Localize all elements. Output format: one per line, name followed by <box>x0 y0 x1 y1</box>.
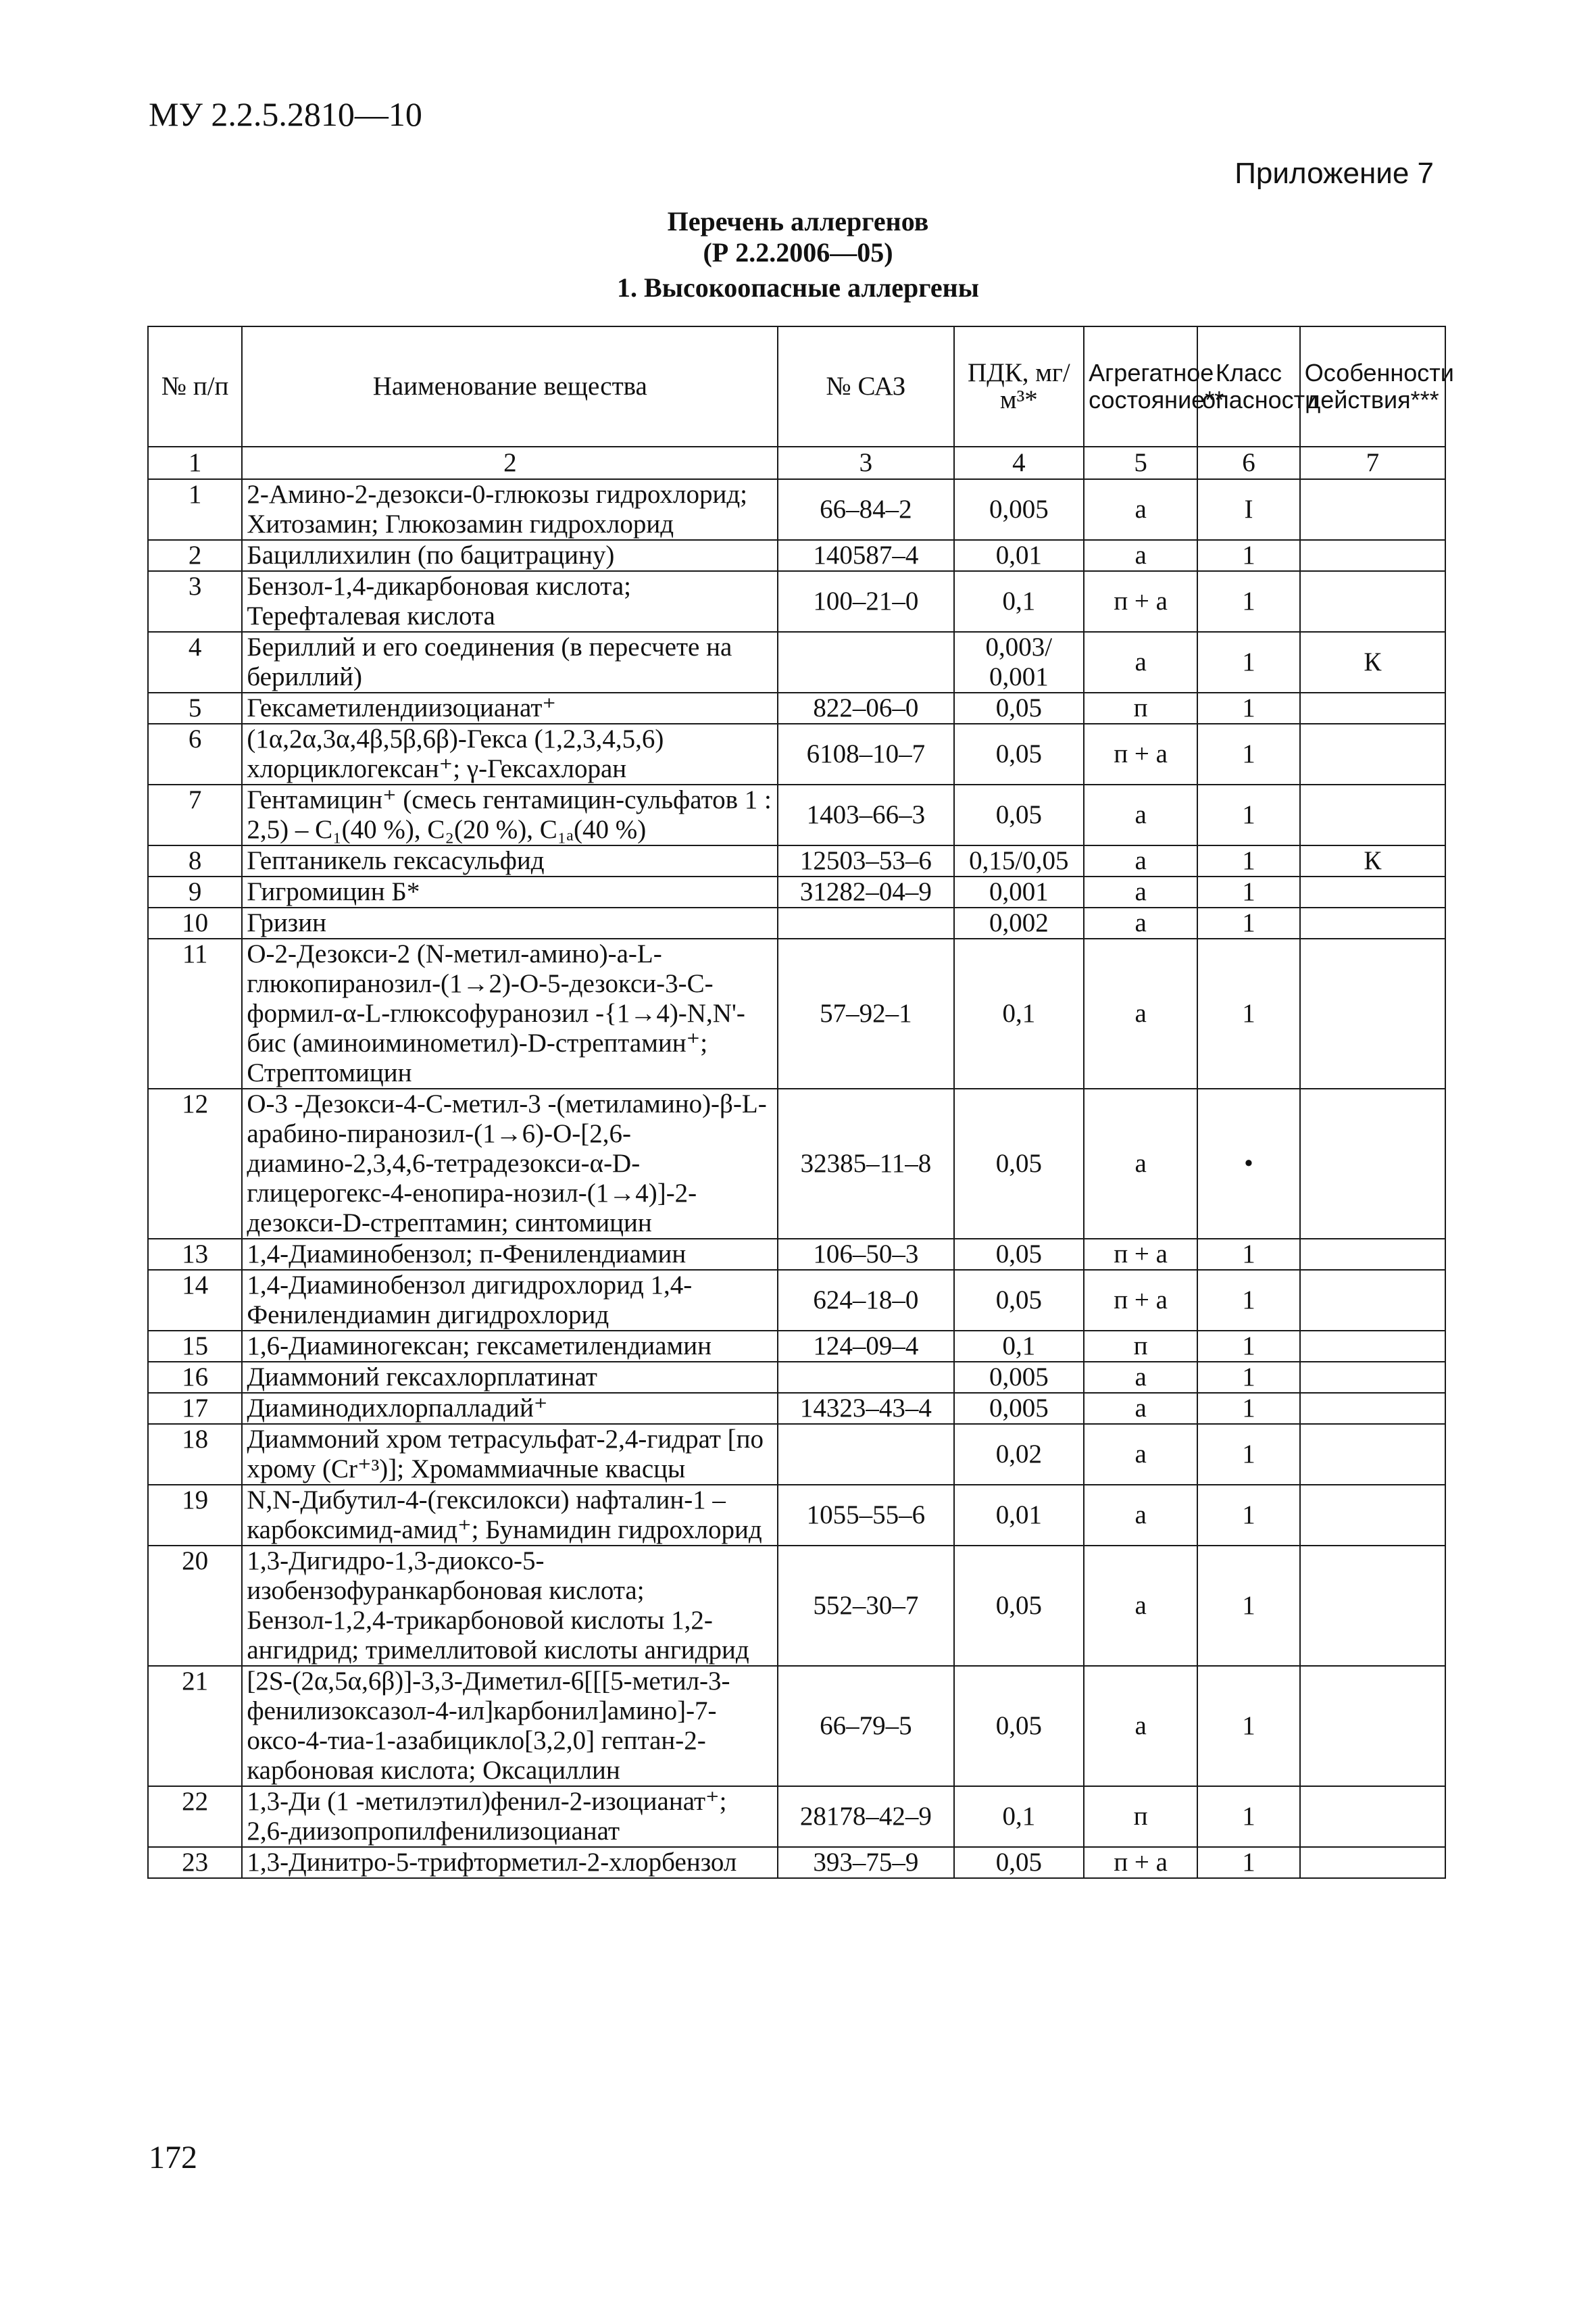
cas-number: 6108–10–7 <box>778 724 953 785</box>
substance-name: 1,3-Дигидро-1,3-диоксо-5-изобензофуранкарбоновая кислота; Бензол-1,2,4-трикарбоновой кислоты 1,2-ангидрид; тримеллитовой кислоты ангидрид <box>242 1546 778 1666</box>
action-features <box>1300 939 1445 1089</box>
action-features <box>1300 571 1445 632</box>
table-row <box>148 479 1445 540</box>
cas-number: 552–30–7 <box>778 1546 953 1666</box>
col-header-class: Класс опасности <box>1197 326 1300 447</box>
row-number: 7 <box>148 785 242 845</box>
pdk-value: 0,05 <box>954 1666 1084 1786</box>
substance-name: Бериллий и его соединения (в пересчете на бериллий) <box>242 632 778 693</box>
aggregate-state: а <box>1084 1485 1197 1546</box>
pdk-value: 0,005 <box>954 1393 1084 1424</box>
row-number: 21 <box>148 1666 242 1786</box>
row-number: 19 <box>148 1485 242 1546</box>
cas-number <box>778 632 953 693</box>
table-row <box>148 1270 1445 1331</box>
col-header-cas: № САЗ <box>778 326 953 447</box>
cas-number <box>778 1424 953 1485</box>
column-number-row <box>148 447 1445 479</box>
action-features <box>1300 1424 1445 1485</box>
aggregate-state: а <box>1084 1546 1197 1666</box>
pdk-value: 0,05 <box>954 724 1084 785</box>
table-row <box>148 693 1445 724</box>
column-number: 6 <box>1197 447 1300 479</box>
pdk-value: 0,05 <box>954 1089 1084 1239</box>
pdk-value: 0,1 <box>954 1786 1084 1847</box>
substance-name: 1,4-Диаминобензол дигидрохлорид 1,4-Фенилендиамин дигидрохлорид <box>242 1270 778 1331</box>
pdk-value: 0,15/0,05 <box>954 845 1084 877</box>
substance-name: Диаммоний хром тетрасульфат-2,4-гидрат [по хрому (Cr⁺³)]; Хромаммиачные квасцы <box>242 1424 778 1485</box>
aggregate-state: а <box>1084 632 1197 693</box>
hazard-class: 1 <box>1197 693 1300 724</box>
cas-number: 28178–42–9 <box>778 1786 953 1847</box>
hazard-class: 1 <box>1197 1786 1300 1847</box>
page-number: 172 <box>149 2140 197 2175</box>
substance-name: Гризин <box>242 908 778 939</box>
row-number: 3 <box>148 571 242 632</box>
hazard-class: 1 <box>1197 1666 1300 1786</box>
col-header-features: Особенности действия*** <box>1300 326 1445 447</box>
hazard-class: 1 <box>1197 1331 1300 1362</box>
row-number: 4 <box>148 632 242 693</box>
pdk-value: 0,1 <box>954 939 1084 1089</box>
row-number: 1 <box>148 479 242 540</box>
table-row <box>148 785 1445 845</box>
hazard-class: 1 <box>1197 1239 1300 1270</box>
action-features <box>1300 724 1445 785</box>
substance-name: Гептаникель гексасульфид <box>242 845 778 877</box>
aggregate-state: п <box>1084 1331 1197 1362</box>
hazard-class: 1 <box>1197 571 1300 632</box>
action-features <box>1300 785 1445 845</box>
action-features <box>1300 1485 1445 1546</box>
hazard-class: 1 <box>1197 877 1300 908</box>
row-number: 15 <box>148 1331 242 1362</box>
page-subtitle: (Р 2.2.2006—05) <box>703 237 893 268</box>
pdk-value: 0,001 <box>954 877 1084 908</box>
table-row <box>148 845 1445 877</box>
pdk-value: 0,05 <box>954 1270 1084 1331</box>
cas-number: 57–92–1 <box>778 939 953 1089</box>
substance-name: Бензол-1,4-дикарбоновая кислота; Терефталевая кислота <box>242 571 778 632</box>
substance-name: (1α,2α,3α,4β,5β,6β)-Гекса (1,2,3,4,5,6) хлорциклогексан⁺; γ-Гексахлоран <box>242 724 778 785</box>
pdk-value: 0,02 <box>954 1424 1084 1485</box>
row-number: 6 <box>148 724 242 785</box>
pdk-value: 0,005 <box>954 1362 1084 1393</box>
action-features <box>1300 1666 1445 1786</box>
hazard-class: 1 <box>1197 1847 1300 1878</box>
aggregate-state: п + а <box>1084 1239 1197 1270</box>
hazard-class: 1 <box>1197 1270 1300 1331</box>
cas-number: 32385–11–8 <box>778 1089 953 1239</box>
substance-name: О-2-Дезокси-2 (N-метил-амино)-а-L-глюкопиранозил-(1→2)-О-5-дезокси-3-С-формил-α-L-глюксофуранозил -{1→4)-N,N'-бис (аминоиминометил)-D-стрептамин⁺; Стрептомицин <box>242 939 778 1089</box>
table-row <box>148 1424 1445 1485</box>
substance-name: Гентамицин⁺ (смесь гентамицин-сульфатов 1 : 2,5) – C₁(40 %), C₂(20 %), C₁ₐ(40 %) <box>242 785 778 845</box>
action-features <box>1300 877 1445 908</box>
action-features <box>1300 1546 1445 1666</box>
allergens-table <box>147 326 1454 1879</box>
pdk-value: 0,05 <box>954 1847 1084 1878</box>
hazard-class: 1 <box>1197 540 1300 571</box>
pdk-value: 0,1 <box>954 571 1084 632</box>
action-features <box>1300 1239 1445 1270</box>
row-number: 16 <box>148 1362 242 1393</box>
substance-name: N,N-Дибутил-4-(гексилокси) нафталин-1 –карбоксимид-амид⁺; Бунамидин гидрохлорид <box>242 1485 778 1546</box>
row-number: 23 <box>148 1847 242 1878</box>
table-body <box>148 447 1445 1878</box>
cas-number: 66–84–2 <box>778 479 953 540</box>
substance-name: Диаммоний гексахлорплатинат <box>242 1362 778 1393</box>
action-features: К <box>1300 845 1445 877</box>
table-row <box>148 1239 1445 1270</box>
cas-number: 822–06–0 <box>778 693 953 724</box>
pdk-value: 0,05 <box>954 1239 1084 1270</box>
section-heading: 1. Высокоопасные аллергены <box>617 272 979 303</box>
substance-name: 1,3-Ди (1 -метилэтил)фенил-2-изоцианат⁺; 2,6-диизопропилфенилизоцианат <box>242 1786 778 1847</box>
hazard-class: 1 <box>1197 1546 1300 1666</box>
row-number: 14 <box>148 1270 242 1331</box>
table-row <box>148 908 1445 939</box>
hazard-class: 1 <box>1197 785 1300 845</box>
row-number: 18 <box>148 1424 242 1485</box>
hazard-class: 1 <box>1197 1362 1300 1393</box>
table-row <box>148 1666 1445 1786</box>
table-row <box>148 632 1445 693</box>
action-features <box>1300 908 1445 939</box>
row-number: 10 <box>148 908 242 939</box>
cas-number: 124–09–4 <box>778 1331 953 1362</box>
pdk-value: 0,003/ 0,001 <box>954 632 1084 693</box>
aggregate-state: а <box>1084 1089 1197 1239</box>
cas-number <box>778 1362 953 1393</box>
hazard-class: 1 <box>1197 908 1300 939</box>
row-number: 8 <box>148 845 242 877</box>
substance-name: Гексаметилендиизоцианат⁺ <box>242 693 778 724</box>
table-row <box>148 1331 1445 1362</box>
table-row <box>148 724 1445 785</box>
pdk-value: 0,005 <box>954 479 1084 540</box>
aggregate-state: а <box>1084 939 1197 1089</box>
pdk-value: 0,1 <box>954 1331 1084 1362</box>
table-row <box>148 1362 1445 1393</box>
cas-number: 31282–04–9 <box>778 877 953 908</box>
aggregate-state: п + а <box>1084 724 1197 785</box>
pdk-value: 0,01 <box>954 540 1084 571</box>
aggregate-state: а <box>1084 540 1197 571</box>
row-number: 20 <box>148 1546 242 1666</box>
row-number: 17 <box>148 1393 242 1424</box>
action-features <box>1300 1362 1445 1393</box>
substance-name: [2S-(2α,5α,6β)]-3,3-Диметил-6[[[5-метил-3-фенилизоксазол-4-ил]карбонил]амино]-7-оксо-4-тиа-1-азабицикло[3,2,0] гептан-2-карбоновая кислота; Оксациллин <box>242 1666 778 1786</box>
cas-number: 624–18–0 <box>778 1270 953 1331</box>
row-number: 9 <box>148 877 242 908</box>
hazard-class: I <box>1197 479 1300 540</box>
pdk-value: 0,05 <box>954 785 1084 845</box>
action-features <box>1300 1089 1445 1239</box>
aggregate-state: а <box>1084 785 1197 845</box>
hazard-class: 1 <box>1197 632 1300 693</box>
table-row <box>148 939 1445 1089</box>
pdk-value: 0,05 <box>954 1546 1084 1666</box>
hazard-class: 1 <box>1197 939 1300 1089</box>
substance-name: 2-Амино-2-дезокси-0-глюкозы гидрохлорид; Хитозамин; Глюкозамин гидрохлорид <box>242 479 778 540</box>
cas-number: 106–50–3 <box>778 1239 953 1270</box>
table-row <box>148 1546 1445 1666</box>
row-number: 22 <box>148 1786 242 1847</box>
table-row <box>148 1847 1445 1878</box>
action-features <box>1300 1331 1445 1362</box>
table-row <box>148 571 1445 632</box>
title-block <box>0 206 1596 303</box>
aggregate-state: п <box>1084 1786 1197 1847</box>
hazard-class: 1 <box>1197 1485 1300 1546</box>
row-number: 11 <box>148 939 242 1089</box>
aggregate-state: а <box>1084 479 1197 540</box>
aggregate-state: п + а <box>1084 571 1197 632</box>
aggregate-state: а <box>1084 1666 1197 1786</box>
col-header-state: Агрегатное состояние** <box>1084 326 1197 447</box>
row-number: 5 <box>148 693 242 724</box>
action-features <box>1300 540 1445 571</box>
header-row <box>148 326 1445 447</box>
aggregate-state: а <box>1084 1424 1197 1485</box>
table-row <box>148 877 1445 908</box>
substance-name: 1,6-Диаминогексан; гексаметилендиамин <box>242 1331 778 1362</box>
aggregate-state: а <box>1084 908 1197 939</box>
hazard-class: 1 <box>1197 845 1300 877</box>
row-number: 2 <box>148 540 242 571</box>
aggregate-state: п + а <box>1084 1270 1197 1331</box>
column-number: 3 <box>778 447 953 479</box>
action-features: К <box>1300 632 1445 693</box>
action-features <box>1300 1847 1445 1878</box>
aggregate-state: п <box>1084 693 1197 724</box>
column-number: 2 <box>242 447 778 479</box>
cas-number: 1055–55–6 <box>778 1485 953 1546</box>
col-header-name: Наименование вещества <box>242 326 778 447</box>
table-row <box>148 540 1445 571</box>
cas-number: 140587–4 <box>778 540 953 571</box>
cas-number: 1403–66–3 <box>778 785 953 845</box>
substance-name: 1,4-Диаминобензол; п-Фенилендиамин <box>242 1239 778 1270</box>
action-features <box>1300 1393 1445 1424</box>
aggregate-state: а <box>1084 877 1197 908</box>
column-number: 7 <box>1300 447 1445 479</box>
table-row <box>148 1786 1445 1847</box>
action-features <box>1300 693 1445 724</box>
substance-name: Диаминодихлорпалладий⁺ <box>242 1393 778 1424</box>
hazard-class: 1 <box>1197 724 1300 785</box>
page-title: Перечень аллергенов <box>667 206 929 237</box>
table-row <box>148 1393 1445 1424</box>
pdk-value: 0,05 <box>954 693 1084 724</box>
action-features <box>1300 1786 1445 1847</box>
hazard-class: 1 <box>1197 1424 1300 1485</box>
row-number: 12 <box>148 1089 242 1239</box>
cas-number: 66–79–5 <box>778 1666 953 1786</box>
action-features <box>1300 479 1445 540</box>
row-number: 13 <box>148 1239 242 1270</box>
document-code: МУ 2.2.5.2810—10 <box>149 95 422 133</box>
table-row <box>148 1485 1445 1546</box>
col-header-pdk: ПДК, мг/м³* <box>954 326 1084 447</box>
substance-name: Гигромицин Б* <box>242 877 778 908</box>
cas-number: 100–21–0 <box>778 571 953 632</box>
aggregate-state: а <box>1084 1393 1197 1424</box>
hazard-class: 1 <box>1197 1393 1300 1424</box>
pdk-value: 0,01 <box>954 1485 1084 1546</box>
aggregate-state: п + а <box>1084 1847 1197 1878</box>
substance-name: О-3 -Дезокси-4-С-метил-3 -(метиламино)-β-L-арабино-пиранозил-(1→6)-О-[2,6-диамино-2,3,4,6-тетрадезокси-α-D-глицерогекс-4-енопира-нозил-(1→4)]-2-дезокси-D-стрептамин; синтомицин <box>242 1089 778 1239</box>
appendix-label: Приложение 7 <box>1235 157 1434 190</box>
column-number: 5 <box>1084 447 1197 479</box>
action-features <box>1300 1270 1445 1331</box>
pdk-value: 0,002 <box>954 908 1084 939</box>
cas-number: 14323–43–4 <box>778 1393 953 1424</box>
cas-number: 12503–53–6 <box>778 845 953 877</box>
substance-name: 1,3-Динитро-5-трифторметил-2-хлорбензол <box>242 1847 778 1878</box>
column-number: 1 <box>148 447 242 479</box>
column-number: 4 <box>954 447 1084 479</box>
cas-number: 393–75–9 <box>778 1847 953 1878</box>
cas-number <box>778 908 953 939</box>
aggregate-state: а <box>1084 1362 1197 1393</box>
table-row <box>148 1089 1445 1239</box>
substance-name: Бациллихилин (по бацитрацину) <box>242 540 778 571</box>
col-header-num: № п/п <box>148 326 242 447</box>
aggregate-state: а <box>1084 845 1197 877</box>
hazard-class: • <box>1197 1089 1300 1239</box>
